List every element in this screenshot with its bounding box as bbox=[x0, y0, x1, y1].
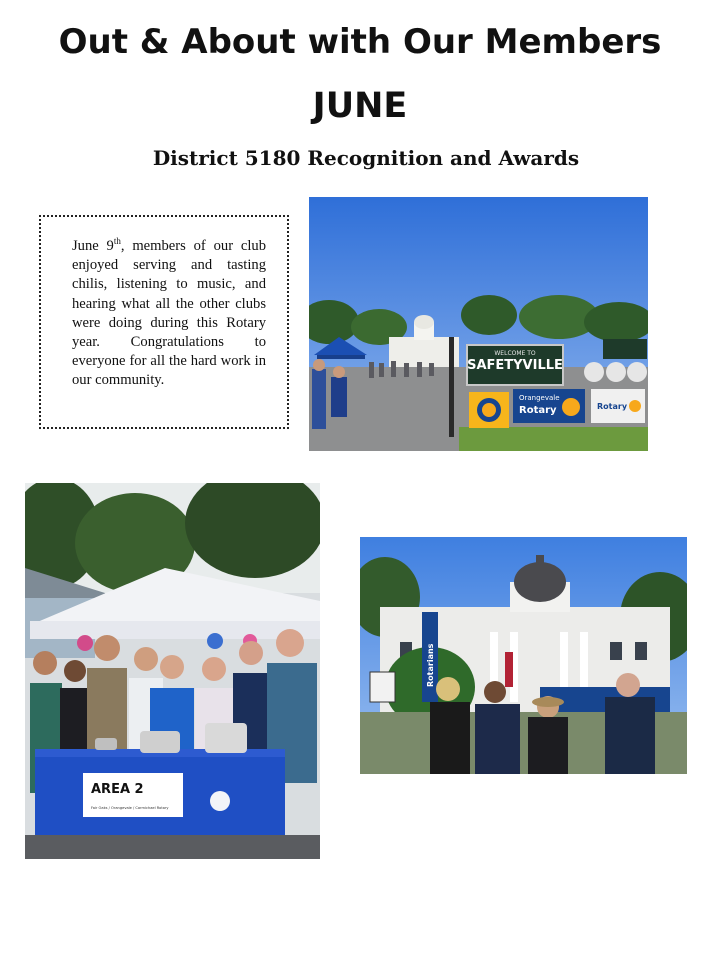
date-suffix: th bbox=[113, 236, 121, 247]
banner-orangevale: Orangevale bbox=[519, 394, 560, 402]
area-clubs-text: Fair Oaks / Orangevale / Carmichael Rotary bbox=[91, 806, 169, 810]
banner-rotary-right: Rotary bbox=[597, 402, 628, 411]
section-subtitle: District 5180 Recognition and Awards bbox=[152, 146, 580, 170]
page-title: Out & About with Our Members bbox=[58, 22, 662, 62]
article-paragraph bbox=[72, 237, 266, 391]
ceremony-building-photo bbox=[360, 537, 687, 774]
area-label: AREA 2 bbox=[91, 782, 144, 797]
chili-booth-group-photo bbox=[25, 483, 320, 859]
safetyville-sign: SAFETYVILLE bbox=[467, 358, 563, 373]
sign-top-text: WELCOME TO bbox=[494, 350, 536, 357]
month-heading: JUNE bbox=[312, 86, 408, 126]
banner-rotary-left: Rotary bbox=[519, 405, 557, 416]
safetyville-entrance-photo bbox=[309, 197, 648, 451]
rotarians-banner: Rotarians bbox=[426, 643, 435, 687]
article-text-rest: , members of our club enjoyed serving and tasting chilis, listening to music, and hearing what all the other clubs were doing during this Rotary year. Congratulations to everyone for all the hard work in our community. bbox=[72, 238, 266, 389]
article-textbox bbox=[39, 215, 289, 429]
article-text-start: June 9 bbox=[72, 238, 114, 254]
